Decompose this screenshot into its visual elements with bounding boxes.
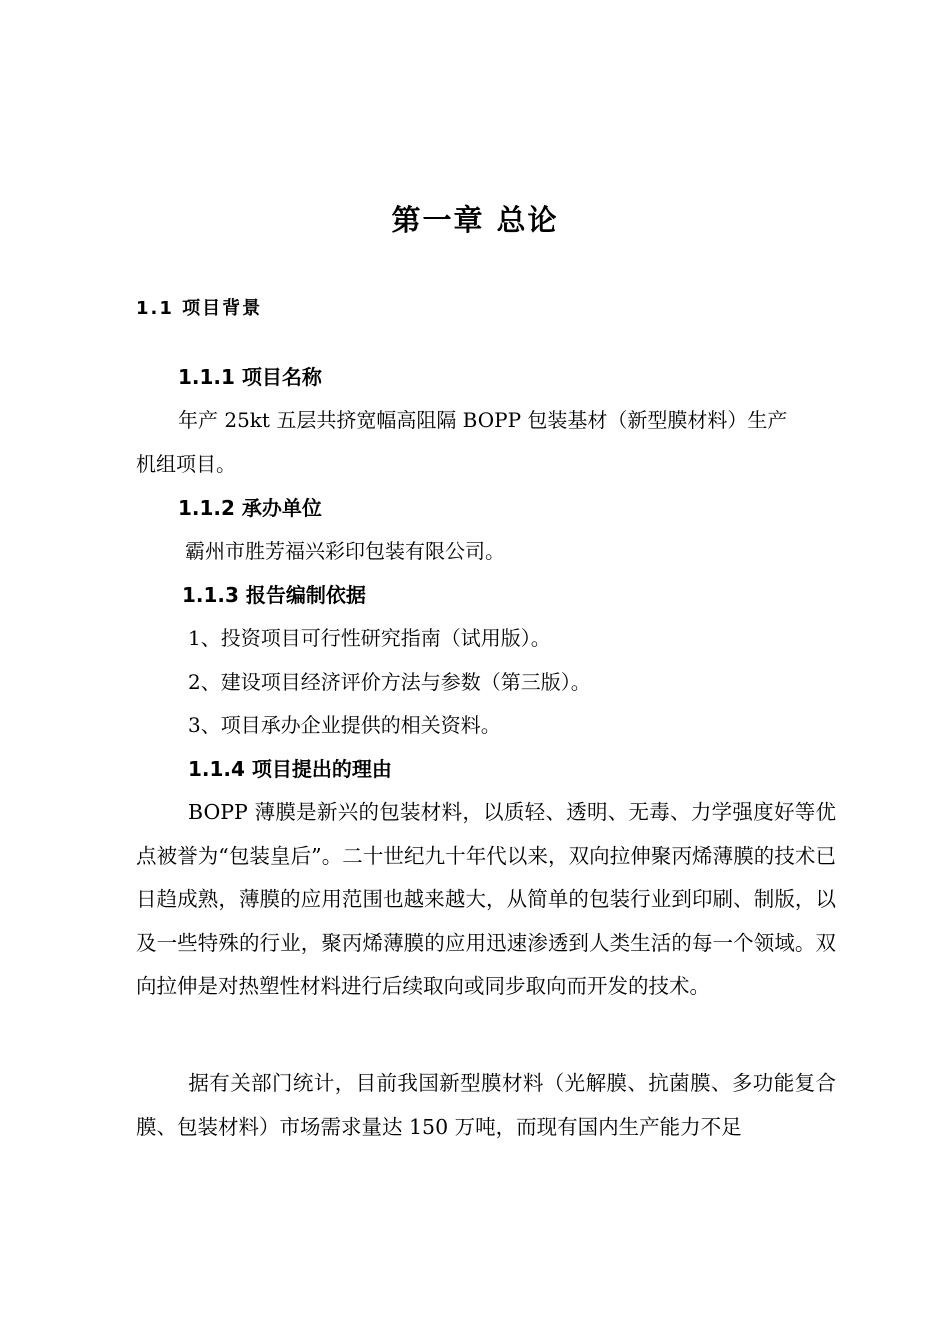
reason-paragraph-1-text: BOPP 薄膜是新兴的包装材料，以质轻、透明、无毒、力学强度好等优点被誉为“包装皇后”。二十世纪九十年代以来，双向拉伸聚丙烯薄膜的技术已日趋成熟，薄膜的应用范围也越来越大，从简单的包装行业到印刷、制版，以及一些特殊的行业，聚丙烯薄膜的应用迅速渗透到人类生活的每一个领域。双向拉伸是对热塑性材料进行后续取向或同步取向而开发的技术。 xyxy=(136,800,836,998)
section-heading-1-1: 1.1 项目背景 xyxy=(136,298,263,319)
undertaking-unit: 霸州市胜芳福兴彩印包装有限公司。 xyxy=(185,539,505,563)
subheading-1-1-1: 1.1.1 项目名称 xyxy=(178,365,322,389)
project-name-line-2: 机组项目。 xyxy=(136,452,236,476)
reason-paragraph-2-text: 据有关部门统计，目前我国新型膜材料（光解膜、抗菌膜、多功能复合膜、包装材料）市场需求量达 150 万吨，而现有国内生产能力不足 xyxy=(136,1071,836,1139)
reason-paragraph-2 xyxy=(136,1062,836,1149)
subheading-1-1-2: 1.1.2 承办单位 xyxy=(178,496,322,520)
basis-item-3: 3、项目承办企业提供的相关资料。 xyxy=(188,713,501,737)
basis-item-1: 1、投资项目可行性研究指南（试用版）。 xyxy=(188,626,551,650)
reason-paragraph-1 xyxy=(136,791,836,1009)
project-name-line-1: 年产 25kt 五层共挤宽幅高阻隔 BOPP 包装基材（新型膜材料）生产 xyxy=(178,408,788,432)
basis-item-2: 2、建设项目经济评价方法与参数（第三版）。 xyxy=(188,670,591,694)
subheading-1-1-3: 1.1.3 报告编制依据 xyxy=(182,583,366,607)
chapter-title: 第一章 总论 xyxy=(391,203,559,237)
subheading-1-1-4: 1.1.4 项目提出的理由 xyxy=(188,757,392,781)
